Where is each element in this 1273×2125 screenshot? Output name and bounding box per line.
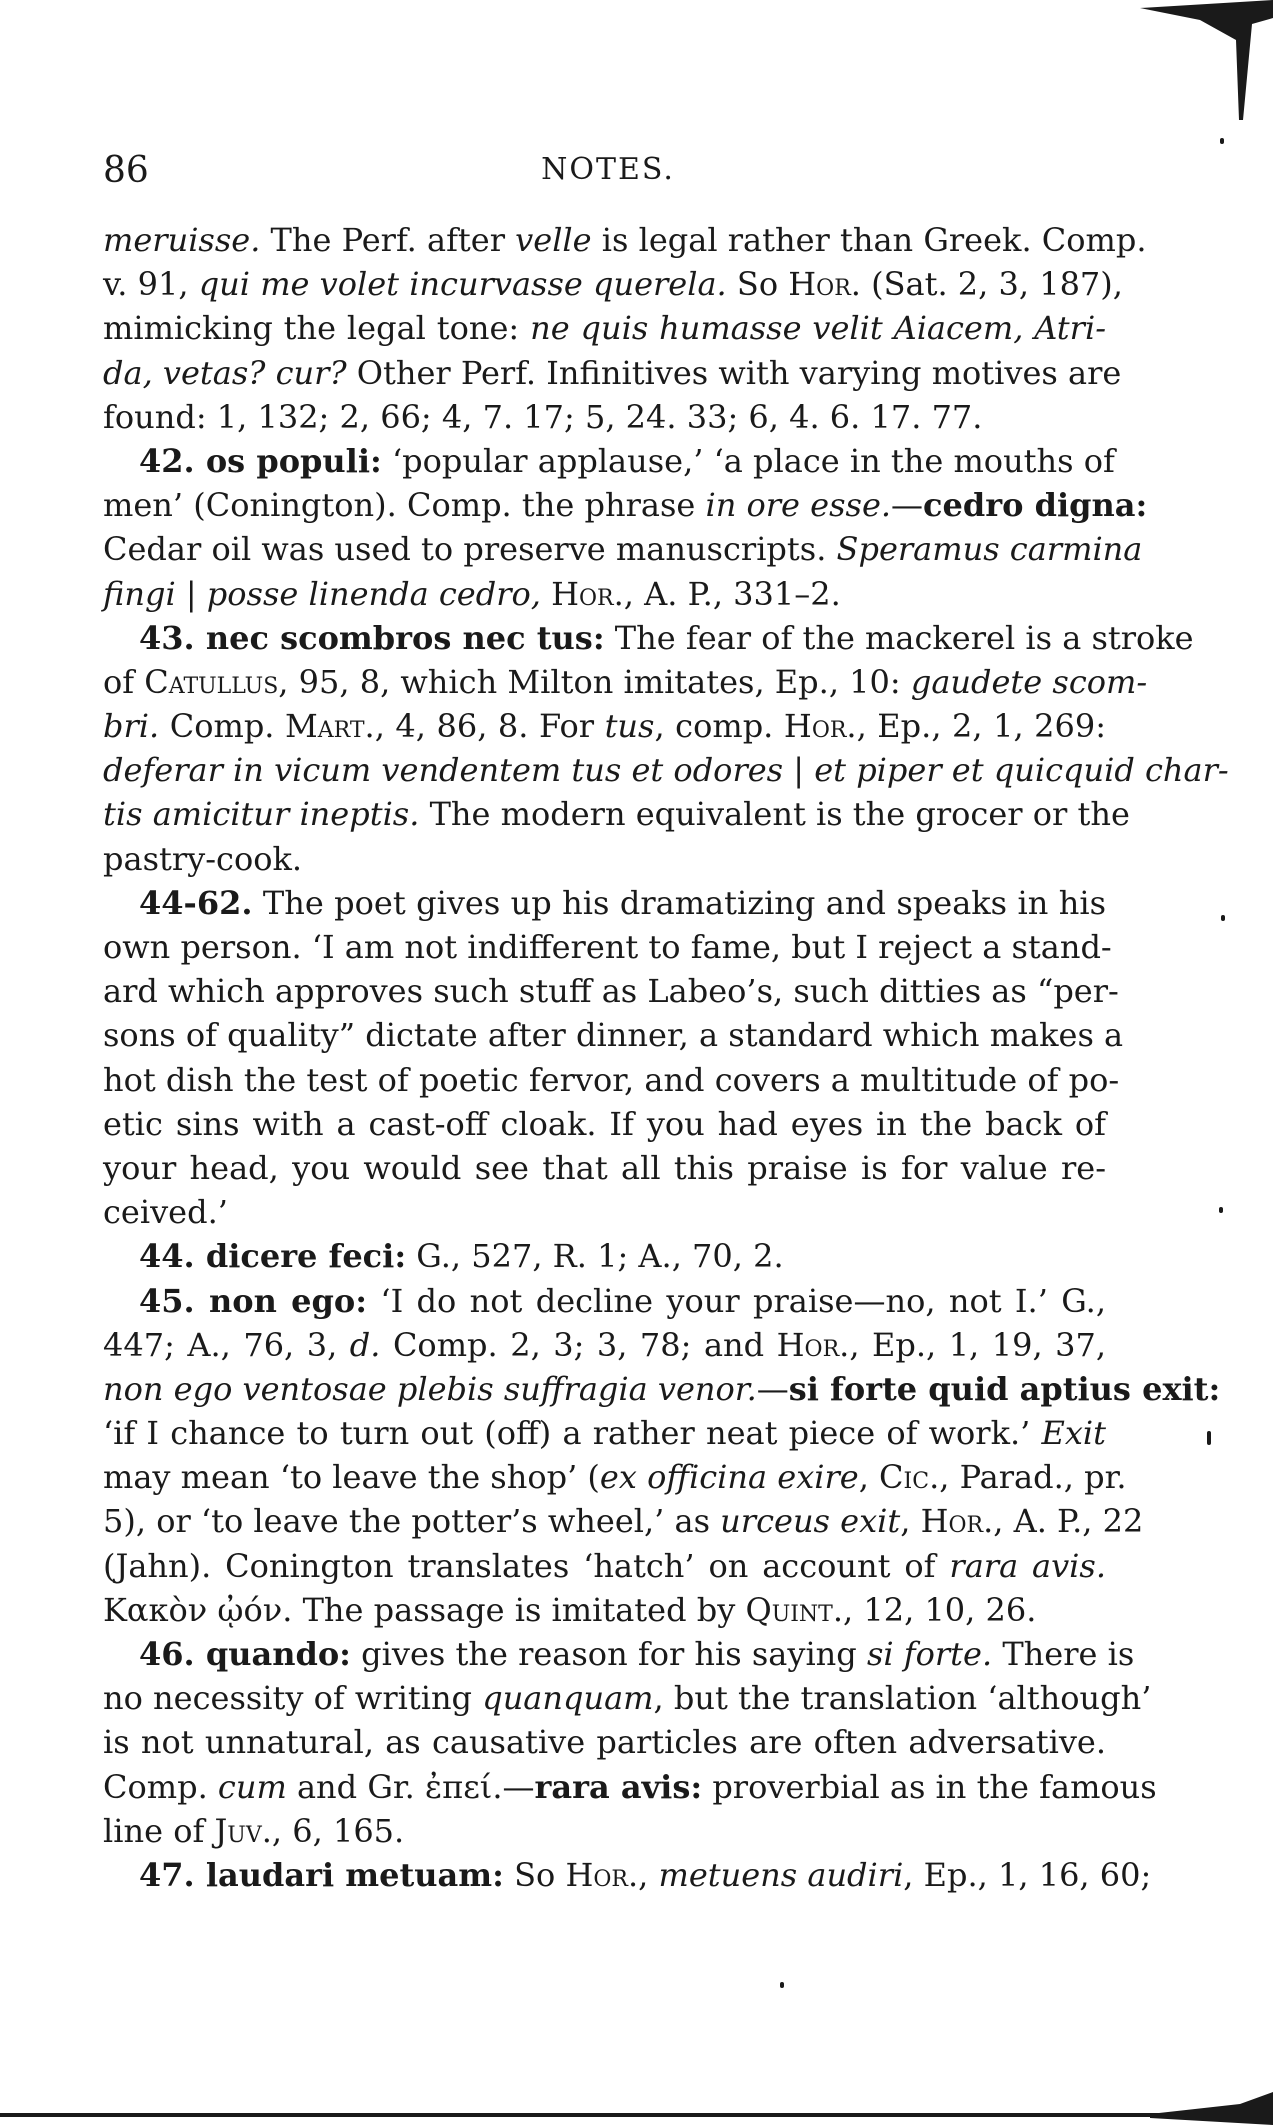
- text-line: pastry-cook.: [103, 839, 303, 878]
- text-line: line of Juv., 6, 165.: [103, 1811, 405, 1850]
- scan-speck: [1207, 1431, 1211, 1445]
- text-line: men’ (Conington). Comp. the phrase in ore esse.—cedro digna:: [103, 486, 1148, 525]
- text-line: fingi | posse linenda cedro, Hor., A. P., 331–2.: [103, 574, 841, 613]
- text-line: meruisse. The Perf. after velle is legal rather than Greek. Comp.: [103, 221, 1147, 259]
- text-line: own person. ‘I am not indifferent to fame, but I reject a stand-: [103, 928, 1112, 966]
- text-line: 42. os populi: ‘popular applause,’ ‘a place in the mouths of: [139, 441, 1115, 480]
- text-line: Cedar oil was used to preserve manuscripts. Speramus carmina: [103, 530, 1143, 569]
- text-line: 5), or ‘to leave the potter’s wheel,’ as urceus exit, Hor., A. P., 22: [103, 1502, 1144, 1541]
- text-line: ard which approves such stuff as Labeo’s, such ditties as “per-: [103, 972, 1119, 1011]
- text-line: ceived.’: [103, 1193, 228, 1232]
- text-line: no necessity of writing quanquam, but the translation ‘although’: [103, 1679, 1152, 1718]
- text-line: etic sins with a cast-off cloak. If you had eyes in the back of: [103, 1104, 1106, 1143]
- text-line: hot dish the test of poetic fervor, and covers a multitude of po-: [103, 1060, 1120, 1099]
- text-line: 47. laudari metuam: So Hor., metuens audiri, Ep., 1, 16, 60;: [139, 1855, 1152, 1894]
- text-line: bri. Comp. Mart., 4, 86, 8. For tus, comp. Hor., Ep., 2, 1, 269:: [103, 707, 1107, 746]
- scan-speck: [1219, 1207, 1223, 1213]
- text-line: your head, you would see that all this praise is for value re-: [103, 1148, 1106, 1187]
- text-line: mimicking the legal tone: ne quis humasse velit Aiacem, Atri-: [103, 309, 1107, 348]
- text-line: da, vetas? cur? Other Perf. Infinitives with varying motives are: [103, 353, 1122, 392]
- running-title: NOTES.: [541, 152, 675, 187]
- text-line: Comp. cum and Gr. ἐπεί.—rara avis: proverbial as in the famous: [103, 1767, 1157, 1806]
- text-line: non ego ventosae plebis suffragia venor.—si forte quid aptius exit:: [103, 1369, 1221, 1408]
- text-line: 44-62. The poet gives up his dramatizing and speaks in his: [139, 883, 1106, 922]
- text-line: found: 1, 132; 2, 66; 4, 7. 17; 5, 24. 33; 6, 4. 6. 17. 77.: [103, 397, 983, 436]
- scan-speck: [1221, 915, 1225, 921]
- text-line: 45. non ego: ‘I do not decline your praise—no, not I.’ G.,: [139, 1281, 1107, 1320]
- scan-bottom-rule: [0, 2113, 1273, 2117]
- text-line: is not unnatural, as causative particles are often adversative.: [103, 1723, 1106, 1762]
- text-line: deferar in vicum vendentem tus et odores | et piper et quicquid char-: [103, 751, 1229, 790]
- text-line: 46. quando: gives the reason for his saying si forte. There is: [139, 1635, 1135, 1673]
- text-line: may mean ‘to leave the shop’ (ex officina exire, Cic., Parad., pr.: [103, 1458, 1127, 1497]
- scan-corner-mark: [1140, 0, 1273, 120]
- text-line: ‘if I chance to turn out (off) a rather neat piece of work.’ Exit: [103, 1414, 1106, 1453]
- text-line: v. 91, qui me volet incurvasse querela. So Hor. (Sat. 2, 3, 187),: [103, 265, 1123, 304]
- running-head: [103, 150, 1113, 200]
- text-line: tis amicitur ineptis. The modern equivalent is the grocer or the: [103, 795, 1130, 834]
- text-line: Κακὸν ᾠόν. The passage is imitated by Quint., 12, 10, 26.: [103, 1590, 1037, 1629]
- text-line: 44. dicere feci: G., 527, R. 1; A., 70, 2.: [139, 1237, 784, 1276]
- text-line: 43. nec scombros nec tus: The fear of the mackerel is a stroke: [139, 618, 1194, 657]
- text-line: sons of quality” dictate after dinner, a standard which makes a: [103, 1016, 1124, 1055]
- notes-text: [103, 218, 1229, 1897]
- text-line: of Catullus, 95, 8, which Milton imitates, Ep., 10: gaudete scom-: [103, 662, 1148, 701]
- scan-speck: [1220, 138, 1224, 144]
- page-number: 86: [103, 150, 149, 191]
- text-line: 447; A., 76, 3, d. Comp. 2, 3; 3, 78; and Hor., Ep., 1, 19, 37,: [103, 1325, 1107, 1364]
- scan-bottom-arrow: [1150, 2080, 1273, 2125]
- scan-speck: [780, 1982, 784, 1988]
- text-line: (Jahn). Conington translates ‘hatch’ on account of rara avis.: [103, 1546, 1107, 1585]
